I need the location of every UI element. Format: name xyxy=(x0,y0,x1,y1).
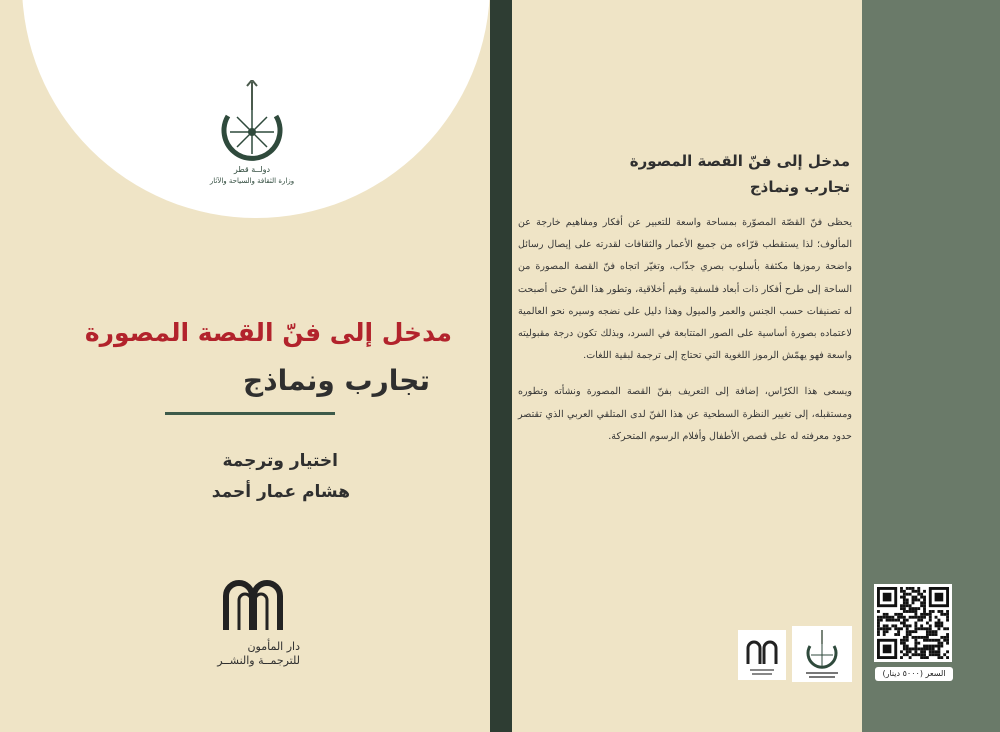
qr-code-icon xyxy=(874,584,952,662)
back-cover xyxy=(512,0,862,732)
blurb-paragraph: ويسعى هذا الكرّاس، إضافة إلى التعريف بفنّ القصة المصورة ونشأته وتطوره ومستقبله، إلى تغيير النظرة السطحية عن هذا الفنّ لدى المتلقي العربي الذي تقتصر حدود معرفته له على قصص الأطفال وأفلام الرسوم المتحركة. xyxy=(518,386,852,442)
ministry-logo-icon xyxy=(197,80,307,190)
ministry-badge xyxy=(792,626,852,682)
publisher-name: دار المأمون للترجمــة والنشــر xyxy=(217,640,300,667)
author-label: اختيار وترجمة xyxy=(222,451,338,471)
svg-text:وزارة الثقافة والسياحة والآثار: وزارة الثقافة والسياحة والآثار xyxy=(209,177,295,185)
blurb xyxy=(518,212,852,448)
publisher-logo-icon xyxy=(222,574,284,632)
title-divider xyxy=(165,412,335,415)
back-subtitle: تجارب ونماذج xyxy=(749,178,850,196)
publisher-badge xyxy=(738,630,786,680)
cover-edge xyxy=(862,0,1000,732)
price-label: السعر (٥٠٠٠ دينار) xyxy=(875,667,953,681)
book-spine xyxy=(490,0,512,732)
book-subtitle: تجارب ونماذج xyxy=(243,364,430,397)
ministry-logo-icon xyxy=(792,626,852,682)
author-name: هشام عمار أحمد xyxy=(211,482,350,502)
blurb-paragraph: يحظى فنّ القصّة المصوّرة بمساحة واسعة للتعبير عن أفكار ومفاهيم خارجة عن المألوف؛ لذا يستقطب قرّاءه من جميع الأعمار والثقافات لقدرته على إيصال رسائل واضحة رموزها مكثفة بأسلوب بصري جذّاب، وتغيّر اتجاه فنّ القصة المصورة من الساحة إلى طرح أفكار ذات أبعاد فلسفية وقيم أخلاقية، وتطور هذا الفنّ حتى أصبحت له تصنيفات حسب الجنس والعمر والميول وهذا دليل على نضجه وسيره نحو العالمية لاعتماده بصورة أساسية على الصور المتتابعة في السرد، وبذلك تكون درجة مقبوليته واسعة فهو يهمّش الرموز اللغوية التي تحتاج إلى ترجمة لبقية اللغات. xyxy=(518,217,852,362)
svg-text:دولــة قطر: دولــة قطر xyxy=(233,165,271,174)
publisher-logo-icon xyxy=(738,630,786,680)
back-title: مدخل إلى فنّ القصة المصورة xyxy=(629,152,850,170)
book-title: مدخل إلى فنّ القصة المصورة xyxy=(84,318,452,347)
front-cover xyxy=(0,0,490,732)
